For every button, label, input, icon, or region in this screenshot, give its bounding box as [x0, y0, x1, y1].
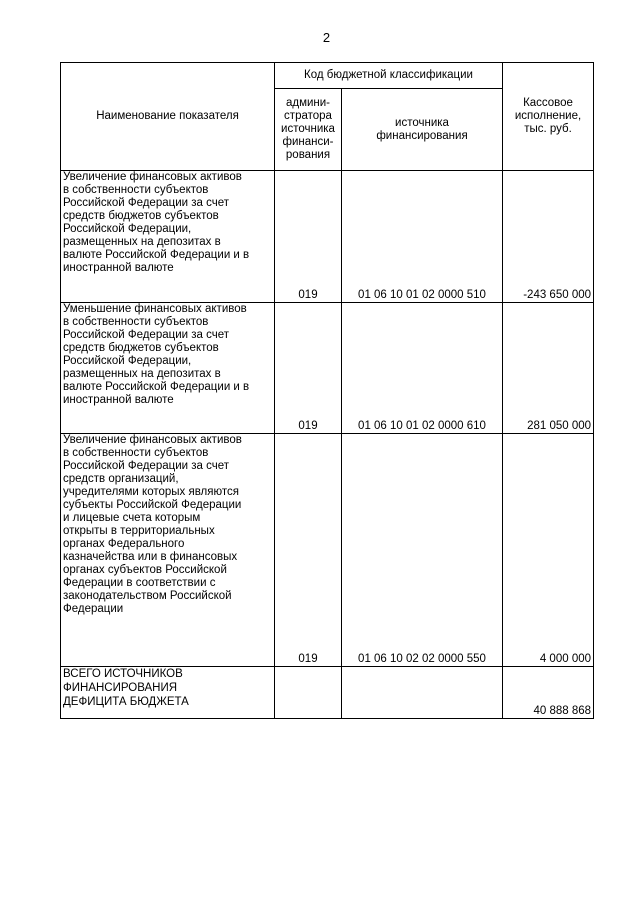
total-label: ВСЕГО ИСТОЧНИКОВ ФИНАНСИРОВАНИЯ ДЕФИЦИТА БЮДЖЕТА: [61, 667, 275, 719]
row-amount: 4 000 000: [503, 434, 594, 667]
row-indicator-name: Увеличение финансовых активов в собственности субъектов Российской Федерации за счет средств бюджетов субъектов Российской Федерации, размещенных на депозитах в валюте Российской Федерации и в иностранной валюте: [61, 171, 275, 303]
row-source-code: 01 06 10 01 02 0000 610: [342, 303, 503, 434]
total-source-empty: [342, 667, 503, 719]
row-indicator-name: Увеличение финансовых активов в собственности субъектов Российской Федерации за счет средств организаций, учредителями которых являются субъекты Российской Федерации и лицевые счета которым открыты в территориальных органах Федерального казначейства или в финансовых органах субъектов Российской Федерации в соответствии с законодательством Российской Федерации: [61, 434, 275, 667]
row-admin-code: 019: [275, 171, 342, 303]
table-row: [61, 171, 594, 303]
header-execution: Кассовое исполнение, тыс. руб.: [503, 63, 594, 171]
row-admin-code: 019: [275, 434, 342, 667]
financing-sources-table: [60, 62, 594, 719]
header-indicator-name: Наименование показателя: [61, 63, 275, 171]
row-indicator-name: Уменьшение финансовых активов в собственности субъектов Российской Федерации за счет средств бюджетов субъектов Российской Федерации, размещенных на депозитах в валюте Российской Федерации и в иностранной валюте: [61, 303, 275, 434]
row-amount: 281 050 000: [503, 303, 594, 434]
header-source: источника финансирования: [342, 89, 503, 171]
row-amount: -243 650 000: [503, 171, 594, 303]
page-number: 2: [322, 30, 331, 45]
total-amount: 40 888 868: [503, 667, 594, 719]
row-source-code: 01 06 10 02 02 0000 550: [342, 434, 503, 667]
total-row: [61, 667, 594, 719]
header-administrator: админи- стратора источника финанси- рования: [275, 89, 342, 171]
header-budget-code: Код бюджетной классификации: [275, 63, 503, 89]
header-row-top: [61, 63, 594, 89]
table-row: [61, 303, 594, 434]
table-row: [61, 434, 594, 667]
row-admin-code: 019: [275, 303, 342, 434]
total-admin-empty: [275, 667, 342, 719]
row-source-code: 01 06 10 01 02 0000 510: [342, 171, 503, 303]
